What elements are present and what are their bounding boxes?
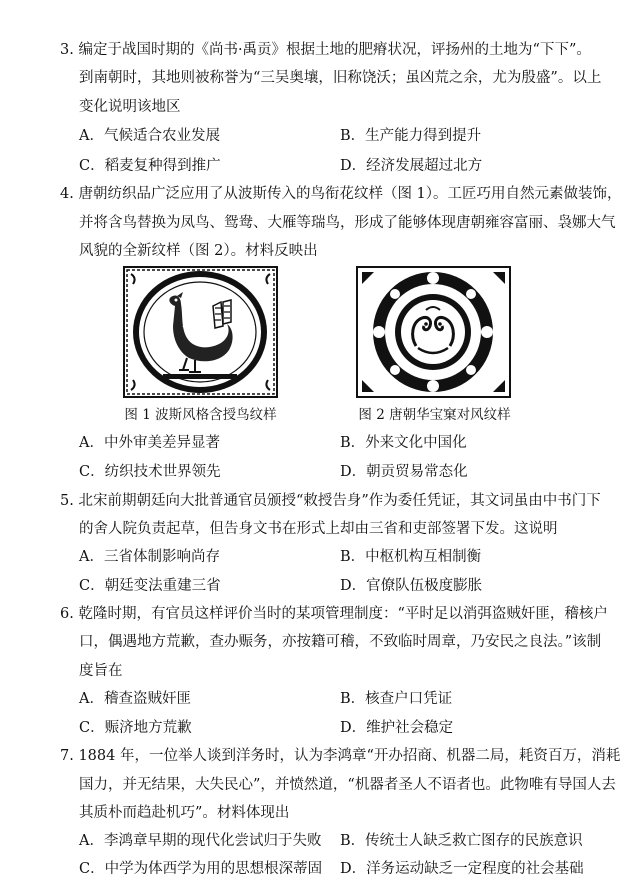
question-7-line-2: 国力，并无结果，大失民心”，并愤然道，“机器者圣人不语者也。此物唯有导国人去 [79, 777, 616, 793]
question-6-line-3: 度旨在 [79, 663, 123, 679]
question-6-option-d[interactable]: D．维护社会稳定 [340, 720, 454, 736]
question-6-line-1: 6. 乾隆时期，有官员这样评价当时的某项管理制度：“平时足以消弭盗贼奸匪，稽核户 [60, 606, 608, 622]
question-3-option-d[interactable]: D．经济发展超过北方 [340, 158, 483, 174]
question-7-option-b[interactable]: B．传统士人缺乏救亡图存的民族意识 [340, 833, 583, 849]
figure-1-caption: 图 1 波斯风格含授鸟纹样 [124, 407, 277, 423]
question-5-option-a[interactable]: A．三省体制影响尚存 [79, 549, 220, 565]
question-4-line-1: 4. 唐朝纺织品广泛应用了从波斯传入的鸟衔花纹样（图 1）。工匠巧用自然元素做装饰， [60, 186, 622, 202]
question-3-option-b[interactable]: B．生产能力得到提升 [340, 128, 482, 144]
question-4-option-c[interactable]: C．纺织技术世界领先 [79, 464, 221, 480]
figure-1-bird-pattern-image [123, 266, 278, 398]
question-3-line-3: 变化说明该地区 [79, 99, 181, 115]
question-7-line-1: 7. 1884 年，一位举人谈到洋务时，认为李鸿章“开办招商、机器二局，耗资百万，消耗 [60, 748, 621, 764]
question-5-line-1: 5. 北宋前期朝廷向大批普通官员颁授“敕授告身”作为委任凭证，其文词虽由中书门下 [60, 493, 601, 509]
question-3-line-1: 3. 编定于战国时期的《尚书·禹贡》根据土地的肥瘠状况，评扬州的土地为“下下”。 [60, 42, 591, 58]
question-4-line-3: 风貌的全新纹样（图 2）。材料反映出 [79, 243, 318, 259]
question-7-option-a[interactable]: A．李鸿章早期的现代化尝试归于失败 [79, 833, 322, 849]
question-6-line-2: 口，偶遇地方荒歉，查办赈务，亦按籍可稽，不致临时周章，乃安民之良法。”该制 [79, 634, 602, 650]
question-5-option-c[interactable]: C．朝廷变法重建三省 [79, 578, 221, 594]
question-5-line-2: 的舍人院负责起草，但告身文书在形式上却由三省和吏部签署下发。这说明 [79, 521, 558, 537]
question-4-line-2: 并将含鸟替换为凤鸟、鸳鸯、大雁等瑞鸟，形成了能够体现唐朝雍容富丽、袅娜大气 [79, 215, 616, 231]
question-3-option-c[interactable]: C．稻麦复种得到推广 [79, 158, 221, 174]
question-3-option-a[interactable]: A．气候适合农业发展 [79, 128, 220, 144]
figure-2-caption: 图 2 唐朝华宝窠对风纹样 [358, 407, 511, 423]
figure-2-phoenix-pattern-image [356, 266, 511, 398]
question-7-line-3: 其质朴而趋赴机巧”。材料体现出 [79, 805, 290, 821]
question-4-option-b[interactable]: B．外来文化中国化 [340, 435, 467, 451]
question-4-option-d[interactable]: D．朝贡贸易常态化 [340, 464, 468, 480]
question-5-option-b[interactable]: B．中枢机构互相制衡 [340, 549, 482, 565]
question-6-option-c[interactable]: C．赈济地方荒歉 [79, 720, 192, 736]
question-7-option-d[interactable]: D．洋务运动缺乏一定程度的社会基础 [340, 861, 584, 877]
question-5-option-d[interactable]: D．官僚队伍极度膨胀 [340, 578, 483, 594]
question-4-option-a[interactable]: A．中外审美差异显著 [79, 435, 220, 451]
question-7-option-c[interactable]: C．中学为体西学为用的思想根深蒂固 [79, 861, 323, 877]
question-6-option-b[interactable]: B．核查户口凭证 [340, 691, 453, 707]
question-3-line-2: 到南朝时，其地则被称誉为“三吴奥壤，旧称饶沃；虽凶荒之余，尤为殷盛”。以上 [79, 70, 602, 86]
question-6-option-a[interactable]: A．稽查盗贼奸匪 [79, 691, 191, 707]
